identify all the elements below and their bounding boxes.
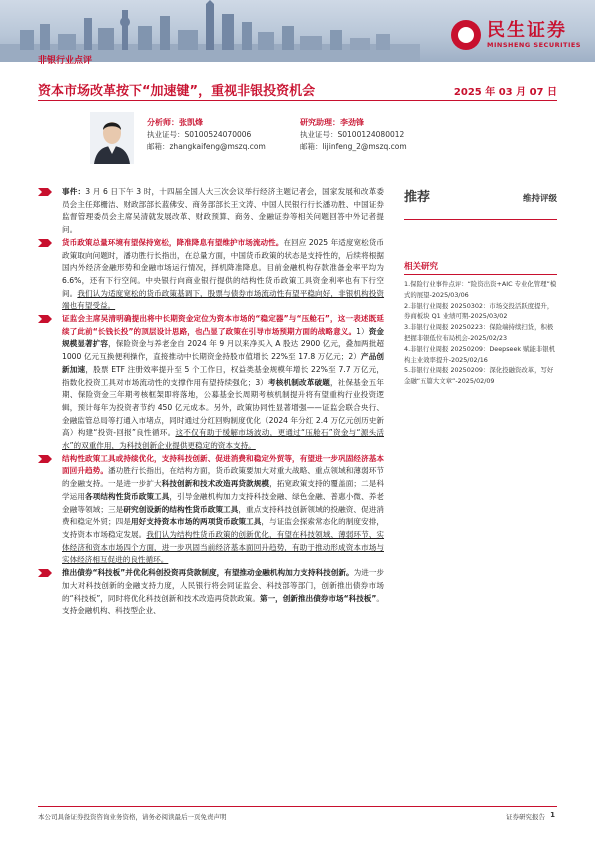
arrow-bullet-icon: [38, 188, 52, 196]
brand-logo-icon: [451, 20, 481, 50]
arrow-bullet-icon: [38, 239, 52, 247]
rating-label: 维持评级: [522, 194, 557, 204]
footer-doc-type: 证券研究报告: [506, 813, 545, 821]
analyst-cert: S0100124080012: [337, 130, 405, 139]
page-title: 资本市场改革按下“加速键”，重视非银投资机会: [38, 84, 316, 99]
sidebar-divider: [404, 219, 557, 220]
brand-name-cn: 民生证券: [487, 20, 567, 41]
paragraph-monetary: 货币政策总量环境有望保持宽松，降准降息有望维护市场流动性。在回应 2025 年适度宽松货币政策取向问题时，潘功胜行长指出，在总量方面，中国货币政策的状态是支持性的，后续将根据国内外经济金融形势和金融市场运行情况，择机降准降息。目前金融机构存款准备金率平均为 6.6%，还有下行空间。中央银行向商业银行提供的结构性货币政策工具资金利率也有下行空间。我们认为适度宽松的货币政策基调下，股票与债券市场流动性有望平稳向好，非银机构投资端也有望受益。: [38, 237, 384, 313]
paragraph-tech-board: 推出债券“科技板”并优化科创投资再贷款制度，有望推动金融机构加力支持科技创新。为进一步加大对科技创新的金融支持力度，人民银行将会同证监会、科技部等部门，创新推出债券市场的“科技板”，同时将优化科技创新和技术改造再贷款政策。第一，创新推出债券市场“科技板”。支持金融机构、科技型企业、: [38, 567, 384, 618]
related-research-title: 相关研究: [404, 262, 439, 272]
analyst-email[interactable]: zhangkaifeng@mszq.com: [169, 142, 266, 151]
related-research-item[interactable]: 1.保险行业事件点评：“险资出资+AIC 专业化管理”模式的展望-2025/03/06: [404, 280, 557, 299]
paragraph-long-term-capital: 证监会主席吴清明确提出将中长期资金定位为资本市场的“稳定器”与“压舱石”，这一表述既延续了此前“长钱长投”的顶层设计思路，也凸显了政策在引导市场预期方面的战略意义。1）资金规模显著扩容，保险资金与养老金自 2024 年 9 月以来净买入 A 股达 2900 亿元，叠加两批超 1000 亿元互换便利操作，直接推动中长期资金持股市值增长 22%至 17.8 万亿元；2）产品创新加速，股票 ETF 注册效率提升至 5 个工作日，权益类基金规模年增长 22%至 7.7 万亿元，指数化投资工具对市场流动性的支撑作用有望持续强化；3）考核机制改革破题，社保基金五年期、保险资金三年期考核框架即将落地，公募基金长周期考核机制提升将有望重构行业投资逻辑，预计每年为投资者节约 450 亿元成本。另外，政策协同性显著增强——证监会联合央行、金融监管总局等打通入市堵点，同时通过分红回购制度优化（2024 年分红 2.4 万亿元创历史新高）构建“投资-回报”良性循环。这不仅有助于缓解市场波动，更通过“压舱石”资金与“源头活水”的双重作用，为科技创新企业提供更稳定的资本支持。: [38, 313, 384, 453]
related-research-item[interactable]: 3.非银行业周报 20250223：保险端持续扫货，积极把握非银低位布局机会-2025/02/23: [404, 323, 554, 342]
report-date: 2025 年 03 月 07 日: [453, 87, 557, 98]
paragraph-structural-tools: 结构性政策工具或持续优化，支持科技创新、促进消费和稳定外贸等，有望进一步巩固经济基本面回升趋势。潘功胜行长指出，在结构方面，货币政策要加大对重大战略、重点领域和薄弱环节的金融支持。一是进一步扩大科技创新和技术改造再贷款规模，拓宽政策支持的覆盖面；二是科学运用各项结构性货币政策工具，引导金融机构加力支持科技金融、绿色金融、普惠小微、养老金融等领域；三是研究创设新的结构性货币政策工具，重点支持科技创新领域的投融资、促进消费和稳定外贸；四是用好支持资本市场的两项货币政策工具，与证监会探索常态化的制度安排，支持资本市场稳定发展。我们认为结构性货币政策的创新优化，有望在科技领域、薄弱环节、实体经济和资本市场四个方面，进一步巩固当前经济基本面回升趋势，有助于推动形成资本市场与实体经济相互促进的良性循环。: [38, 453, 384, 567]
page-number: 1: [550, 811, 555, 819]
report-body: [38, 186, 384, 618]
brand-logo: [451, 20, 581, 50]
analyst-email[interactable]: lijinfeng_2@mszq.com: [322, 142, 407, 151]
related-research-item[interactable]: 5.非银行业周报 20250209：深化投融资改革，写好金融“五篇大文章”-2025/02/09: [404, 366, 554, 386]
analyst-card: 研究助理：李劲锋 执业证号：S0100124080012 邮箱：lijinfeng_2@mszq.com: [300, 118, 407, 151]
related-research-item[interactable]: 4.非银行业周报 20250209：Deepseek 赋能非银机构主业效率提升-2025/02/16: [404, 344, 556, 364]
analyst-name: 张凯烽: [179, 118, 203, 127]
brand-name-en: MINSHENG SECURITIES: [487, 41, 581, 49]
analyst-photo: [90, 112, 134, 164]
report-type: 非银行业点评: [38, 56, 93, 66]
title-divider: [38, 100, 557, 101]
arrow-bullet-icon: [38, 569, 52, 577]
paragraph-event: 事件：3 月 6 日下午 3 时，十四届全国人大三次会议举行经济主题记者会，国家发展和改革委员会主任郑栅洁、财政部部长蓝佛安、商务部部长王文涛、中国人民银行行长潘功胜、中国证券监督管理委员会主席吴清就发展改革、财政预算、商务、金融证券等相关问题回答中外记者提问。: [38, 186, 384, 237]
analyst-name: 李劲锋: [340, 118, 364, 127]
related-research-divider: [404, 274, 557, 275]
footer-disclaimer: 本公司具备证券投资咨询业务资格，请务必阅读最后一页免责声明: [38, 813, 227, 821]
sidebar: [404, 186, 557, 387]
related-research-item[interactable]: 2.非银行业周报 20250302：市场交投活跃度提升，券商板块 Q1 业绩可期-2025/03/02: [404, 301, 554, 321]
recommendation: 推荐: [404, 190, 431, 205]
analyst-card: 分析师：张凯烽 执业证号：S0100524070006 邮箱：zhangkaifeng@mszq.com: [147, 118, 266, 151]
arrow-bullet-icon: [38, 455, 52, 463]
analyst-cert: S0100524070006: [184, 130, 252, 139]
arrow-bullet-icon: [38, 315, 52, 323]
footer-divider: [38, 806, 557, 807]
